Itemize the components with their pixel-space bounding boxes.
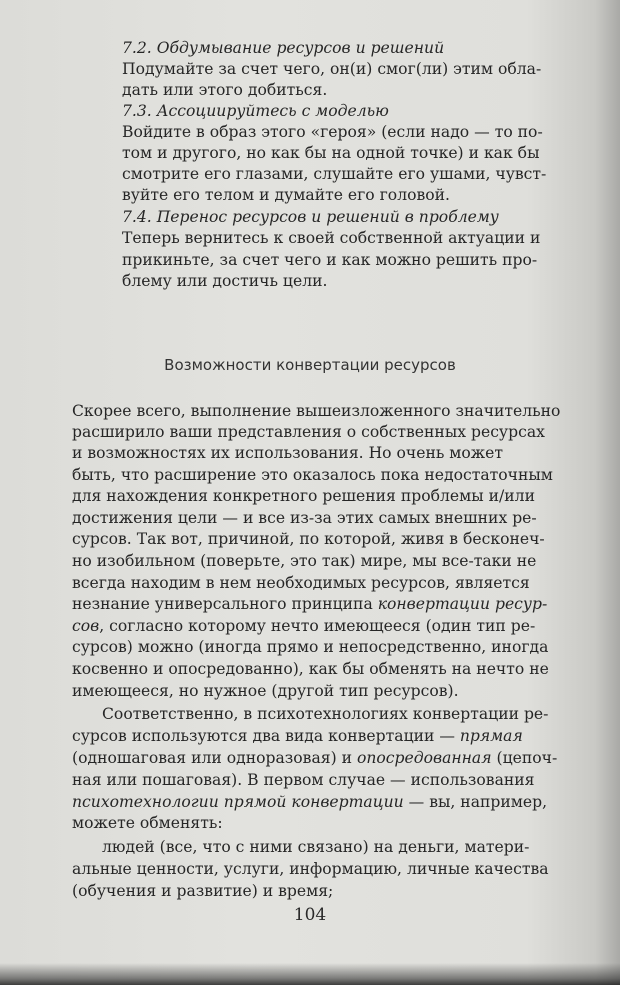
text-line: смотрите его глазами, слушайте его ушами, чувст-: [122, 165, 547, 183]
text-line: дать или этого добиться.: [122, 81, 328, 99]
text-line: косвенно и опосредованно), как бы обменять на нечто не: [72, 660, 549, 678]
text-line: [72, 792, 547, 812]
text-line: людей (все, что с ними связано) на деньги, матери-: [102, 838, 530, 856]
text-segment: — вы, например,: [403, 793, 548, 811]
emphasis-term: прямая: [459, 727, 523, 745]
page-edge-shadow: [0, 963, 620, 985]
text-line: имеющееся, но нужное (другой тип ресурсов).: [72, 682, 459, 700]
text-segment: , согласно которому нечто имеющееся (один тип ре-: [99, 617, 536, 635]
text-line: достижения цели — и все из-за этих самых внешних ре-: [72, 509, 537, 527]
text-line: можете обменять:: [72, 814, 223, 832]
text-line: Скорее всего, выполнение вышеизложенного значительно: [72, 402, 561, 420]
text-line: быть, что расширение это оказалось пока недостаточным: [72, 466, 553, 484]
heading-7-3: 7.3. Ассоциируйтесь с моделью: [122, 102, 389, 120]
text-line: но изобильном (поверьте, это так) мире, мы все-таки не: [72, 552, 537, 570]
text-line: Войдите в образ этого «героя» (если надо — то по-: [122, 123, 543, 141]
text-line: сурсов) можно (иногда прямо и непосредственно, иногда: [72, 638, 549, 656]
text-line: альные ценности, услуги, информацию, личные качества: [72, 860, 549, 878]
text-line: расширило ваши представления о собственных ресурсах: [72, 423, 545, 441]
text-line: [72, 594, 547, 614]
text-line: вуйте его телом и думайте его головой.: [122, 186, 451, 204]
text-line: Теперь вернитесь к своей собственной актуации и: [122, 229, 541, 247]
emphasis-term: сов: [72, 617, 100, 635]
section-title: Возможности конвертации ресурсов: [164, 356, 456, 374]
text-line: и возможностях их использования. Но очень может: [72, 444, 503, 462]
heading-7-4: 7.4. Перенос ресурсов и решений в проблему: [122, 208, 499, 226]
emphasis-term: опосредованная: [356, 749, 492, 767]
text-segment: незнание универсального принципа: [72, 595, 378, 613]
text-line: том и другого, но как бы на одной точке) и как бы: [122, 144, 540, 162]
text-line: (обучения и развитие) и время;: [72, 882, 334, 900]
text-line: для нахождения конкретного решения проблемы и/или: [72, 487, 535, 505]
text-segment: (цепоч-: [491, 749, 558, 767]
text-line: сурсов. Так вот, причиной, по которой, живя в бесконеч-: [72, 530, 545, 548]
text-segment: (одношаговая или одноразовая) и: [72, 749, 357, 767]
page-number: 104: [293, 905, 327, 925]
text-line: [72, 616, 535, 636]
text-line: [72, 726, 523, 746]
text-line: Подумайте за счет чего, он(и) смог(ли) этим обла-: [122, 60, 542, 78]
text-line: блему или достичь цели.: [122, 272, 328, 290]
emphasis-term: психотехнологии прямой конвертации: [72, 793, 404, 811]
text-line: Соответственно, в психотехнологиях конвертации ре-: [102, 705, 549, 723]
text-line: [72, 748, 557, 768]
heading-7-2: 7.2. Обдумывание ресурсов и решений: [122, 39, 445, 57]
text-line: всегда находим в нем необходимых ресурсов, является: [72, 574, 530, 592]
text-line: ная или пошаговая). В первом случае — использования: [72, 771, 535, 789]
text-segment: сурсов используются два вида конвертации —: [72, 727, 460, 745]
text-line: прикиньте, за счет чего и как можно решить про-: [122, 251, 538, 269]
emphasis-term: конвертации ресур-: [377, 595, 548, 613]
